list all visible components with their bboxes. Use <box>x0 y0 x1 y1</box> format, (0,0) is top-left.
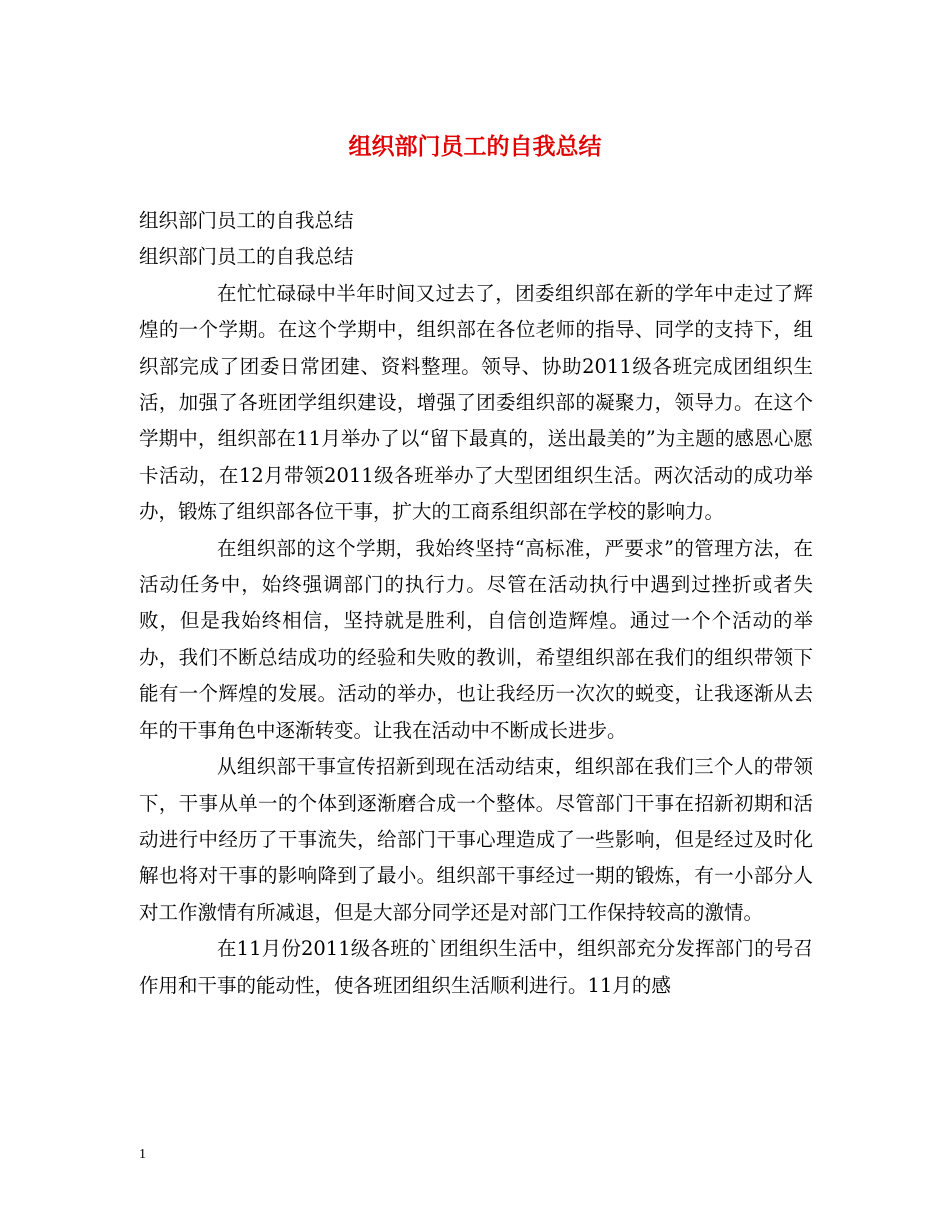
paragraph: 在11月份2011级各班的`团组织生活中，组织部充分发挥部门的号召作用和干事的能动性，使各班团组织生活顺利进行。11月的感 <box>139 937 813 997</box>
subtitle-line: 组织部门员工的自我总结 <box>139 245 354 269</box>
paragraph: 在忙忙碌碌中半年时间又过去了，团委组织部在新的学年中走过了辉煌的一个学期。在这个学期中，组织部在各位老师的指导、同学的支持下，组织部完成了团委日常团建、资料整理。领导、协助2011级各班完成团组织生活，加强了各班团学组织建设，增强了团委组织部的凝聚力，领导力。在这个学期中，组织部在11月举办了以“留下最真的，送出最美的”为主题的感恩心愿卡活动，在12月带领2011级各班举办了大型团组织生活。两次活动的成功举办，锻炼了组织部各位干事，扩大的工商系组织部在学校的影响力。 <box>139 281 813 524</box>
document-title: 组织部门员工的自我总结 <box>348 134 602 160</box>
paragraph: 在组织部的这个学期，我始终坚持“高标准，严要求”的管理方法，在活动任务中，始终强调部门的执行力。尽管在活动执行中遇到过挫折或者失败，但是我始终相信，坚持就是胜利，自信创造辉煌。通过一个个活动的举办，我们不断总结成功的经验和失败的教训，希望组织部在我们的组织带领下能有一个辉煌的发展。活动的举办，也让我经历一次次的蜕变，让我逐渐从去年的干事角色中逐渐转变。让我在活动中不断成长进步。 <box>139 536 813 742</box>
page-number: 1 <box>139 1147 146 1162</box>
subtitle-line: 组织部门员工的自我总结 <box>139 209 354 232</box>
document-body <box>139 203 813 1004</box>
paragraph: 从组织部干事宣传招新到现在活动结束，组织部在我们三个人的带领下，干事从单一的个体到逐渐磨合成一个整体。尽管部门干事在招新初期和活动进行中经历了干事流失，给部门干事心理造成了一些影响，但是经过及时化解也将对干事的影响降到了最小。组织部干事经过一期的锻炼，有一小部分人对工作激情有所减退，但是大部分同学还是对部门工作保持较高的激情。 <box>139 755 813 924</box>
